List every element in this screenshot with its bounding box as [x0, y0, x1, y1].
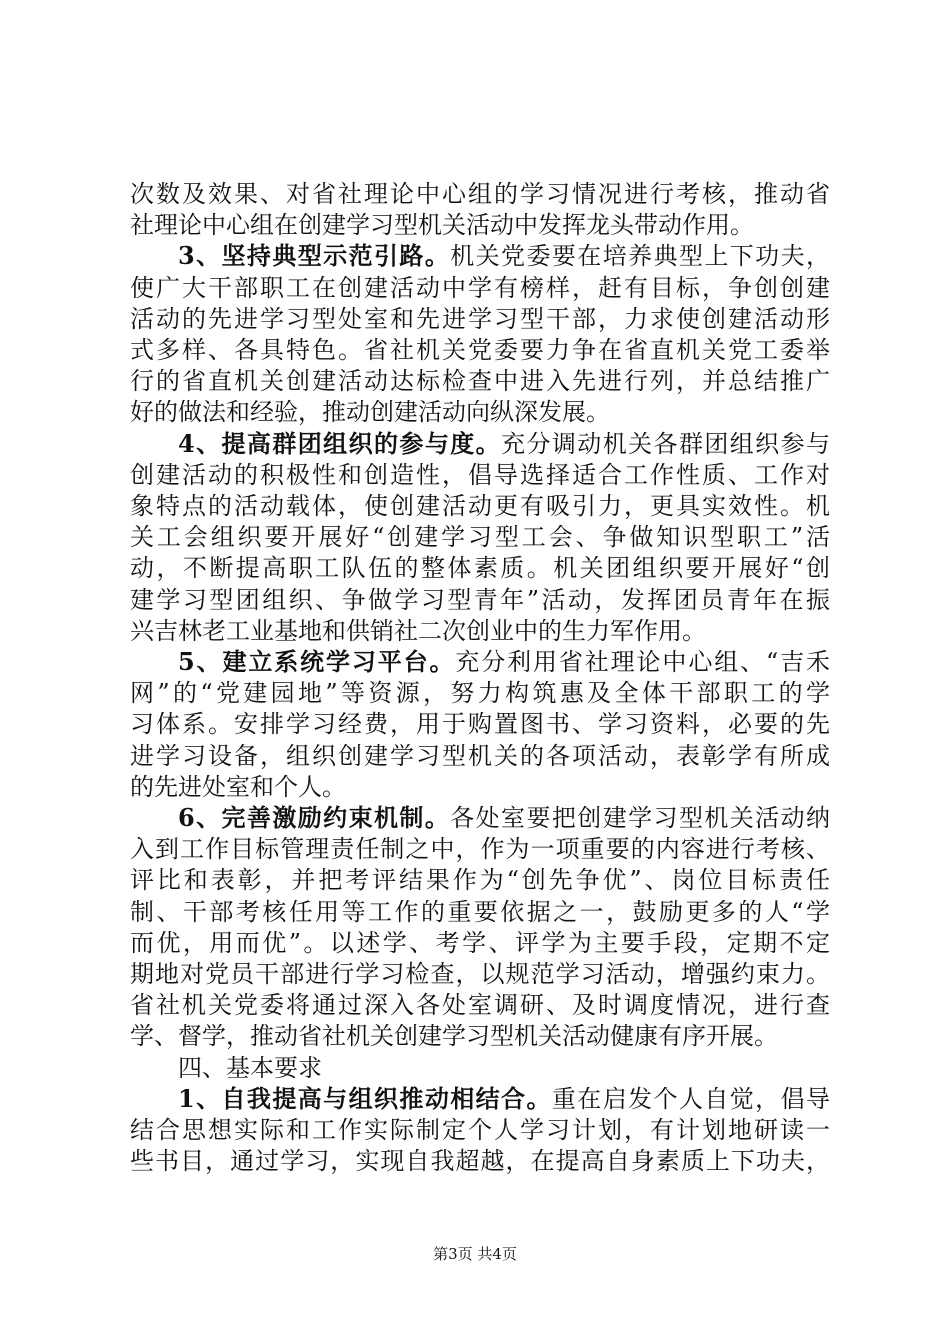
page-footer: 第3页 共4页 [433, 1245, 517, 1263]
line-text: 使广大干部职工在创建活动中学有榜样，赶有目标，争创创建 [130, 274, 830, 302]
line-text: 象特点的活动载体，使创建活动更有吸引力，更具实效性。机 [130, 492, 830, 520]
text-line [130, 1018, 830, 1054]
line-text: 的先进处室和个人。 [130, 773, 346, 801]
line-text: 学、督学，推动省社机关创建学习型机关活动健康有序开展。 [130, 1022, 778, 1050]
line-text: 建学习型团组织、争做学习型青年”活动，发挥团员青年在振 [130, 586, 830, 614]
paragraph-heading: 4、提高群团组织的参与度。 [178, 429, 502, 458]
line-text: 机关党委要在培养典型上下功夫， [450, 242, 830, 270]
line-text: 习体系。安排学习经费，用于购置图书、学习资料，必要的先 [130, 710, 830, 738]
paragraph-heading: 6、完善激励约束机制。 [178, 803, 451, 832]
text-line [130, 394, 830, 430]
paragraph-heading: 1、自我提高与组织推动相结合。 [178, 1084, 552, 1113]
line-text: 充分调动机关各群团组织参与 [501, 430, 831, 458]
text-line [130, 862, 830, 898]
line-text: 网”的“党建园地”等资源，努力构筑惠及全体干部职工的学 [130, 679, 830, 707]
line-text: 评比和表彰，并把考评结果作为“创先争优”、岗位目标责任 [130, 866, 830, 894]
line-text: 些书目，通过学习，实现自我超越，在提高自身素质上下功夫， [130, 1147, 830, 1175]
line-text: 行的省直机关创建活动达标检查中进入先进行列，并总结推广 [130, 367, 830, 395]
paragraph-heading: 3、坚持典型示范引路。 [178, 241, 451, 270]
line-text: 各处室要把创建学习型机关活动纳 [450, 804, 830, 832]
text-line [130, 1143, 830, 1179]
line-text: 充分利用省社理论中心组、“吉禾 [455, 648, 830, 676]
line-text: 制、干部考核任用等工作的重要依据之一，鼓励更多的人“学 [130, 898, 830, 926]
line-text: 好的做法和经验，推动创建活动向纵深发展。 [130, 398, 610, 426]
line-text: 社理论中心组在创建学习型机关活动中发挥龙头带动作用。 [130, 211, 754, 239]
line-text: 关工会组织要开展好“创建学习型工会、争做知识型职工”活 [130, 523, 830, 551]
line-text: 重在启发个人自觉，倡导 [551, 1085, 831, 1113]
line-text: 式多样、各具特色。省社机关党委要力争在省直机关党工委举 [130, 336, 830, 364]
line-text: 次数及效果、对省社理论中心组的学习情况进行考核，推动省 [130, 180, 830, 208]
text-line [178, 238, 830, 274]
paragraph-heading: 5、建立系统学习平台。 [178, 647, 456, 676]
line-text: 创建活动的积极性和创造性，倡导选择适合工作性质、工作对 [130, 461, 830, 489]
line-text: 四、基本要求 [178, 1054, 322, 1082]
line-text: 而优，用而优”。以述学、考学、评学为主要手段，定期不定 [130, 929, 830, 957]
line-text: 结合思想实际和工作实际制定个人学习计划，有计划地研读一 [130, 1116, 830, 1144]
text-line [130, 706, 830, 742]
line-text: 入到工作目标管理责任制之中，作为一项重要的内容进行考核、 [130, 835, 830, 863]
line-text: 期地对党员干部进行学习检查，以规范学习活动，增强约束力。 [130, 960, 830, 988]
line-text: 进学习设备，组织创建学习型机关的各项活动，表彰学有所成 [130, 742, 830, 770]
line-text: 活动的先进学习型处室和先进学习型干部，力求使创建活动形 [130, 305, 830, 333]
line-text: 动，不断提高职工队伍的整体素质。机关团组织要开展好“创 [130, 554, 830, 582]
text-line [130, 550, 830, 586]
line-text: 兴吉林老工业基地和供销社二次创业中的生力军作用。 [130, 617, 706, 645]
line-text: 省社机关党委将通过深入各处室调研、及时调度情况，进行查 [130, 991, 830, 1019]
